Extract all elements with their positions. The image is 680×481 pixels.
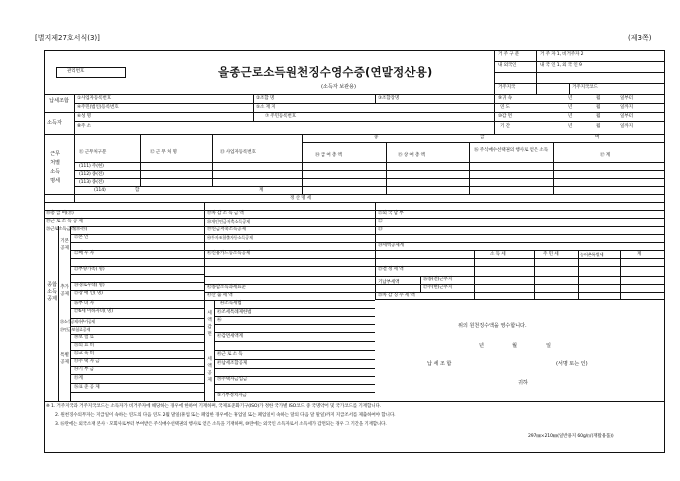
reduction-special-act: ㊺조세특례제한법 [217,310,252,315]
col-income-tax: 소 득 세 [490,252,506,257]
earner-label: 소득자 [47,120,62,126]
deduction-dependents: ㉓부양가족( 명) [74,267,105,272]
pay-section-3: 여 [595,135,600,140]
comprehensive-deduction-label: 종합소득공제 [47,282,57,302]
payer-address: ⑤소 재 지 [256,105,276,110]
residence-country-code-label: 거주지국코드 [572,85,598,90]
credit-blank-2: ㉓ [378,227,383,232]
deduction-elderly: ㉔경로우대( 명) [74,283,105,288]
period-month: 월 [596,105,601,110]
deduction-disabled: ㉕장 애 인( 명) [74,291,103,296]
period-year: 년 [568,105,573,110]
deduction-self: ㉑본 인 [74,235,89,240]
deduction-education: ㉜교 육 비 [74,351,94,356]
paper-spec: 297㎜×210㎜(일반용지 60g/㎡(재활용품)) [528,434,614,439]
nationality-value: 내 국 인 1, 외 국 인 9 [540,63,582,68]
note-1: ※ 1. 거주지국과 거주지국코드는 소득자가 비거주자에 해당하는 경우에 한하여 기재하며, 국제표준화기구(ISO)가 정한 국가별 ISO코드 중 국명약어 및 국가코드를 기재합니다. [46,404,382,409]
prepaid-current-workplace: ㉗주(현)근무지 [423,285,453,290]
earner-name: ⑥성 명 [77,114,91,119]
receipt-year: 년 [479,343,484,349]
col-bonus-total: ⑮ 상 여 총 액 [398,153,425,158]
credit-political-donation: ⑤기부정치자금 [217,393,247,398]
credit-earned-income: ㊽근 로 소 득 [217,352,243,357]
period-exempt-from: ⑩감 면 [498,114,512,119]
pension-savings-deduction: ㊴연금저축소득공제 [207,227,246,232]
deduction-spouse: ㉒배 우 자 [74,251,94,256]
credit-card-deduction: ㊶신용카드등소득공제 [207,251,251,256]
period-month: 월 [596,124,601,129]
col-biz-number: ⑬ 사업자등록번호 [220,150,256,155]
col-rural-tax: 농어촌특별세 [580,252,604,257]
withheld-tax-diff: ㉘차 감 징 수 세 액 [378,293,415,298]
pay-section-1: 중 [374,135,379,140]
gross-pay: ⑱총 급 여(⑰) [46,211,74,216]
deduction-housing: ㉝주 택 자 금 [74,359,100,364]
col-salary-total: ⑭ 급 여 총 액 [315,153,342,158]
period-day: 일까지 [620,105,633,110]
investment-deduction: ㊵투자조합출자등소득공제 [207,235,253,240]
workplace-row: (113) 종(전) [79,180,104,185]
residency-label: 거 주 구 분 [498,52,520,57]
deduction-medical: ㉛의 료 비 [74,343,94,348]
tax-base: ㊷종합소득과세표준 [207,285,246,290]
period-day: 일부터 [620,96,633,101]
deduction-insurance: ㉚보 험 료 [74,335,94,340]
nationality-label: 내 외국인 [498,63,517,68]
col-resident-tax: 주 민 세 [543,252,559,257]
payer-head-name: ③조합장명 [378,96,400,101]
deduction-donation: ㉞기 부 금 [74,367,94,372]
workplace-row: (111) 주(현) [79,164,104,169]
earned-income-amount: ⑳근로소득금액(⑱-⑲) [46,227,87,232]
reduction-total: ㊼감면세액계 [217,334,243,339]
period-day: 일부터 [620,114,633,119]
workplace-side-label: 근무처별소득명세 [50,151,60,184]
reduction-income-tax-act: ㊹소득세법 [220,301,242,306]
period-year: 년 [568,124,573,129]
period-year: 년 [568,96,573,101]
col-workplace-name: ⑫ 근 무 처 명 [150,150,177,155]
page-number: (제3쪽) [628,34,652,42]
tax-union-label: 납 세 조 합 [427,361,452,367]
residence-country-label: 거주지국 [498,85,516,90]
payer-label: 납세조합 [49,98,69,104]
reduction-other: ㊻ [217,318,222,323]
earned-income-deduction: ⑲근 로 소 득 공 제 [46,219,83,224]
credit-foreign-tax: ㉑외 국 납 부 [378,211,404,216]
period-year: 년 [568,114,573,119]
period-exempt-to: 기 간 [500,124,510,129]
note-3: 3. ⑯란에는 외국소재 본사ㆍ모회사로부터 부여받은 주식매수선택권의 행사로 얻은 소득을 기재하며, ⑩란에는 외국인 소득자로서 소득세가 감면되는 경우 그 기간을 기재합니다. [55,422,387,427]
earner-address: ⑧주 소 [77,124,91,129]
determined-tax: ㉕결 정 세 액 [378,267,404,272]
form-reference: [별지제27호서식(3)] [35,34,100,42]
period-attr-from: ⑨귀 속 [498,96,512,101]
prepaid-tax-label: 기납부세액 [378,280,400,285]
prepaid-previous-workplace: ㉖종(전)근무지 [423,277,453,282]
tax-reduction-label: 세액감면 [207,311,212,337]
col-tax-total: 계 [637,252,642,257]
period-month: 월 [596,114,601,119]
mgmt-number-label: 관리번호 [67,69,85,74]
deduction-child: ㉗6세 이하자녀( 명) [74,309,113,314]
period-attr-to: 연 도 [500,105,510,110]
col-total: ⑰ 계 [600,153,611,158]
deduction-woman: ㉖부 녀 자 [74,301,94,306]
credit-total: ㉔세액공제계 [378,243,404,248]
pension-insurance-deduction: ㉙연금보험료공제 [60,327,91,332]
workplace-row: (112) 종(전) [79,172,104,177]
payer-union-name: ②조합 명 [256,96,275,101]
calc-section-header: 정 산 명 세 [290,196,312,201]
special-deduction-label: 특별공제 [60,353,69,365]
total-row-label-b: 계 [259,188,264,193]
standard-deduction: ㊱표 준 공 제 [74,385,100,390]
additional-deduction-label: 추가공제 [60,285,69,297]
signature-note: (서명 또는 인) [556,361,588,367]
receipt-statement: 위의 원천징수액을 영수합니다. [458,323,527,329]
credit-union: ㊾납세조합공제 [217,361,248,366]
page-subtitle: (소득자 보관용) [321,84,356,90]
addressee: 귀하 [518,380,528,386]
total-row-number: (114) [94,188,106,193]
small-household-deduction: ㉘소수공제자추가공제 [60,319,95,324]
page-title: 을종근로소득원천징수영수증(연말정산용) [218,65,433,79]
tax-credit-label: 세액공제 [207,357,212,383]
computed-tax: ㊸산 출 세 액 [207,293,233,298]
note-2: 2. 원천징수의무자는 지급일이 속하는 연도의 다음 연도 2월 말일(휴업 또는 폐업한 경우에는 휴업일 또는 폐업일이 속하는 달의 다음 달 말일)까지 지급조서를 제출하여야 합니다. [55,413,396,418]
col-workplace-type: ⑪ 근무처구분 [79,150,107,155]
credit-blank-1: ㉒ [378,219,383,224]
credit-housing-loan: ㊿주택자금입금 [217,377,248,382]
period-month: 월 [596,96,601,101]
col-stock-option: ⑯ 주식매수선택권의 행사로 얻은 소득 [474,148,548,153]
deduction-subtotal: ㉟계 [74,376,83,381]
receipt-day: 일 [546,343,551,349]
pay-section-2: 급 [480,135,485,140]
total-row-label-a: 합 [135,188,140,193]
receipt-month: 월 [512,343,517,349]
personal-pension-deduction: ㊳개인연금저축소득공제 [207,219,250,224]
residency-value: 거 주 자 1, 비거주자 2 [540,52,584,57]
payer-bizno: ①사업자등록번호 [77,96,111,101]
payer-regno: ④주민(법인)등록번호 [77,105,119,110]
basic-deduction-label: 기본공제 [60,239,69,251]
period-day: 일까지 [620,124,633,129]
net-income: ㊲차 감 소 득 금 액 [207,211,244,216]
earner-rrn: ⑦ 주민등록번호 [265,114,297,119]
